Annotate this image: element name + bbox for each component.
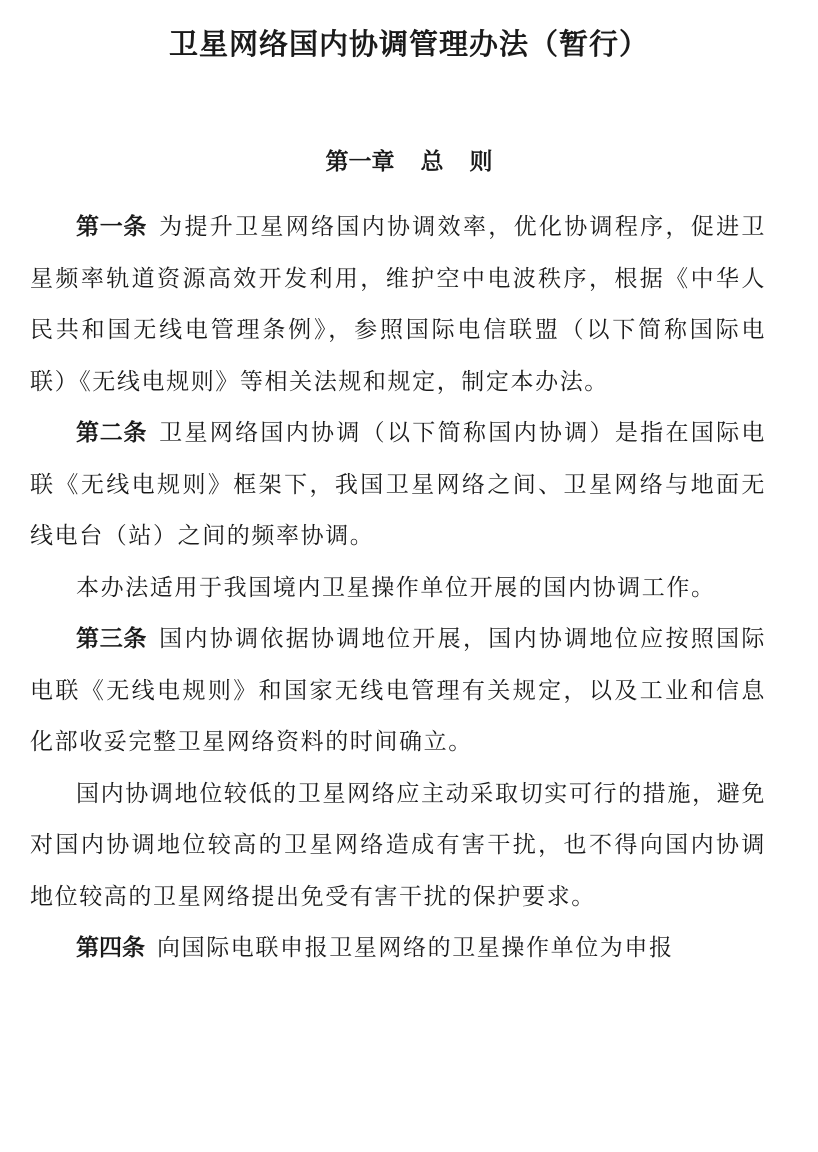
article-text: 为提升卫星网络国内协调效率，优化协调程序，促进卫星频率轨道资源高效开发利用，维护空中电波秩序，根据《中华人民共和国无线电管理条例》，参照国际电信联盟（以下简称国际电联）《无线电规则》等相关法规和规定，制定本办法。 [30, 214, 767, 395]
article-4 [30, 923, 766, 975]
article-label: 第四条 [76, 935, 145, 961]
chapter-heading [0, 142, 818, 182]
chapter-number: 第一章 [325, 149, 395, 175]
chapter-name: 总 [420, 149, 444, 175]
article-2-paragraph-2 [30, 563, 766, 615]
article-text: 向国际电联申报卫星网络的卫星操作单位为申报 [157, 935, 674, 961]
article-label: 第二条 [76, 420, 148, 446]
article-text: 卫星网络国内协调（以下简称国内协调）是指在国际电联《无线电规则》框架下，我国卫星网络之间、卫星网络与地面无线电台（站）之间的频率协调。 [30, 420, 767, 549]
chapter-name-2: 则 [469, 149, 493, 175]
article-label: 第三条 [76, 626, 148, 652]
article-text: 国内协调依据协调地位开展，国内协调地位应按照国际电联《无线电规则》和国家无线电管理有关规定，以及工业和信息化部收妥完整卫星网络资料的时间确立。 [30, 626, 767, 755]
paragraph-text: 本办法适用于我国境内卫星操作单位开展的国内协调工作。 [76, 574, 716, 601]
article-3 [30, 614, 766, 769]
article-3-paragraph-2 [30, 769, 766, 924]
article-label: 第一条 [76, 214, 148, 240]
document-body [30, 202, 766, 975]
article-2 [30, 408, 766, 563]
paragraph-text: 国内协调地位较低的卫星网络应主动采取切实可行的措施，避免对国内协调地位较高的卫星网络造成有害干扰，也不得向国内协调地位较高的卫星网络提出免受有害干扰的保护要求。 [30, 780, 766, 910]
article-1 [30, 202, 766, 408]
document-title: 卫星网络国内协调管理办法（暂行） [168, 27, 649, 61]
